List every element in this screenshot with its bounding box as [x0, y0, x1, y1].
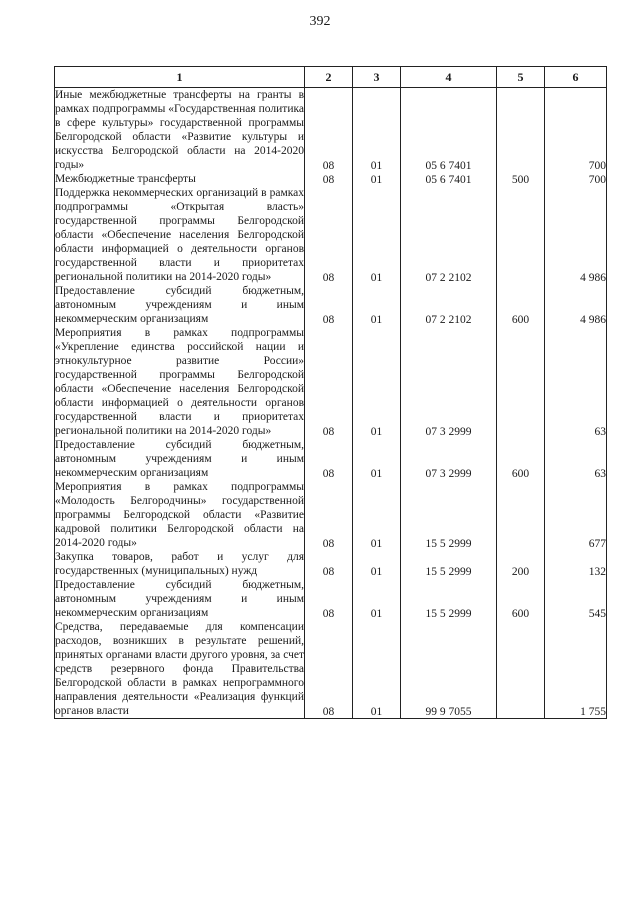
budget-table	[54, 66, 607, 719]
cell-target-code: 15 5 2999	[401, 550, 497, 578]
cell-target-code: 15 5 2999	[401, 578, 497, 620]
cell-amount: 700	[545, 172, 607, 186]
cell-target-code: 05 6 7401	[401, 88, 497, 173]
cell-section: 08	[305, 326, 353, 438]
cell-section: 08	[305, 186, 353, 284]
row-name: Мероприятия в рамках подпрограммы «Укрепление единства российской нации и этнокультурное развитие России» государственной программы Белгородской области «Обеспечение населения Белгородской области информацией о деятельности органов государственной власти и приоритетах региональной политики на 2014-2020 годы»	[55, 327, 304, 437]
column-header: 1	[55, 67, 305, 88]
cell-target-code: 07 3 2999	[401, 438, 497, 480]
row-name: Межбюджетные трансферты	[55, 172, 305, 186]
cell-amount: 4 986	[545, 186, 607, 284]
cell-expense-type	[497, 326, 545, 438]
row-name: Предоставление субсидий бюджетным, автономным учреждениям и иным некоммерческим организациям	[55, 439, 304, 479]
table-row	[55, 186, 607, 284]
column-header: 2	[305, 67, 353, 88]
cell-section: 08	[305, 550, 353, 578]
cell-section: 08	[305, 438, 353, 480]
cell-target-code: 07 3 2999	[401, 326, 497, 438]
row-name: Закупка товаров, работ и услуг для государственных (муниципальных) нужд	[55, 551, 304, 577]
cell-expense-type	[497, 186, 545, 284]
table-row	[55, 480, 607, 550]
cell-section: 08	[305, 620, 353, 719]
cell-expense-type: 600	[497, 284, 545, 326]
cell-section: 08	[305, 88, 353, 173]
cell-amount: 4 986	[545, 284, 607, 326]
cell-target-code: 15 5 2999	[401, 480, 497, 550]
table-row	[55, 620, 607, 719]
cell-expense-type: 500	[497, 172, 545, 186]
cell-amount: 63	[545, 438, 607, 480]
cell-subsection: 01	[353, 480, 401, 550]
table-header-row	[55, 67, 607, 88]
cell-subsection: 01	[353, 326, 401, 438]
table-row	[55, 88, 607, 173]
column-header: 5	[497, 67, 545, 88]
row-name: Мероприятия в рамках подпрограммы «Молодость Белгородчины» государственной программы Белгородской области «Развитие кадровой политики Белгородской области на 2014-2020 годы»	[55, 481, 304, 549]
cell-target-code: 99 9 7055	[401, 620, 497, 719]
cell-expense-type: 600	[497, 438, 545, 480]
table-row	[55, 550, 607, 578]
cell-subsection: 01	[353, 172, 401, 186]
cell-amount: 1 755	[545, 620, 607, 719]
cell-subsection: 01	[353, 550, 401, 578]
cell-amount: 63	[545, 326, 607, 438]
cell-subsection: 01	[353, 88, 401, 173]
row-name: Средства, передаваемые для компенсации расходов, возникших в результате решений, принятых органами власти другого уровня, за счет средств резервного фонда Правительства Белгородской области в рамках непрограммного направления деятельности «Реализация функций органов власти	[55, 621, 304, 717]
row-name: Поддержка некоммерческих организаций в рамках подпрограммы «Открытая власть» государственной программы Белгородской области «Обеспечение населения Белгородской области информацией о деятельности органов государственной власти и приоритетах региональной политики на 2014-2020 годы»	[55, 187, 304, 283]
column-header: 3	[353, 67, 401, 88]
cell-target-code: 07 2 2102	[401, 186, 497, 284]
row-name: Предоставление субсидий бюджетным, автономным учреждениям и иным некоммерческим организациям	[55, 285, 304, 325]
table-row	[55, 438, 607, 480]
row-name: Иные межбюджетные трансферты на гранты в рамках подпрограммы «Государственная политика в сфере культуры» государственной программы Белгородской области «Развитие культуры и искусства Белгородской области на 2014-2020 годы»	[55, 89, 304, 171]
cell-section: 08	[305, 480, 353, 550]
cell-expense-type	[497, 88, 545, 173]
cell-target-code: 05 6 7401	[401, 172, 497, 186]
table-row	[55, 578, 607, 620]
table-row	[55, 284, 607, 326]
cell-section: 08	[305, 172, 353, 186]
cell-subsection: 01	[353, 438, 401, 480]
cell-target-code: 07 2 2102	[401, 284, 497, 326]
cell-section: 08	[305, 284, 353, 326]
cell-subsection: 01	[353, 186, 401, 284]
cell-subsection: 01	[353, 284, 401, 326]
cell-expense-type	[497, 620, 545, 719]
column-header: 4	[401, 67, 497, 88]
table-row	[55, 326, 607, 438]
cell-subsection: 01	[353, 620, 401, 719]
cell-amount: 545	[545, 578, 607, 620]
cell-expense-type: 200	[497, 550, 545, 578]
cell-subsection: 01	[353, 578, 401, 620]
cell-expense-type	[497, 480, 545, 550]
cell-expense-type: 600	[497, 578, 545, 620]
column-header: 6	[545, 67, 607, 88]
cell-section: 08	[305, 578, 353, 620]
row-name: Предоставление субсидий бюджетным, автономным учреждениям и иным некоммерческим организациям	[55, 579, 304, 619]
table-row	[55, 172, 607, 186]
cell-amount: 700	[545, 88, 607, 173]
cell-amount: 677	[545, 480, 607, 550]
page-number: 392	[309, 14, 331, 29]
cell-amount: 132	[545, 550, 607, 578]
